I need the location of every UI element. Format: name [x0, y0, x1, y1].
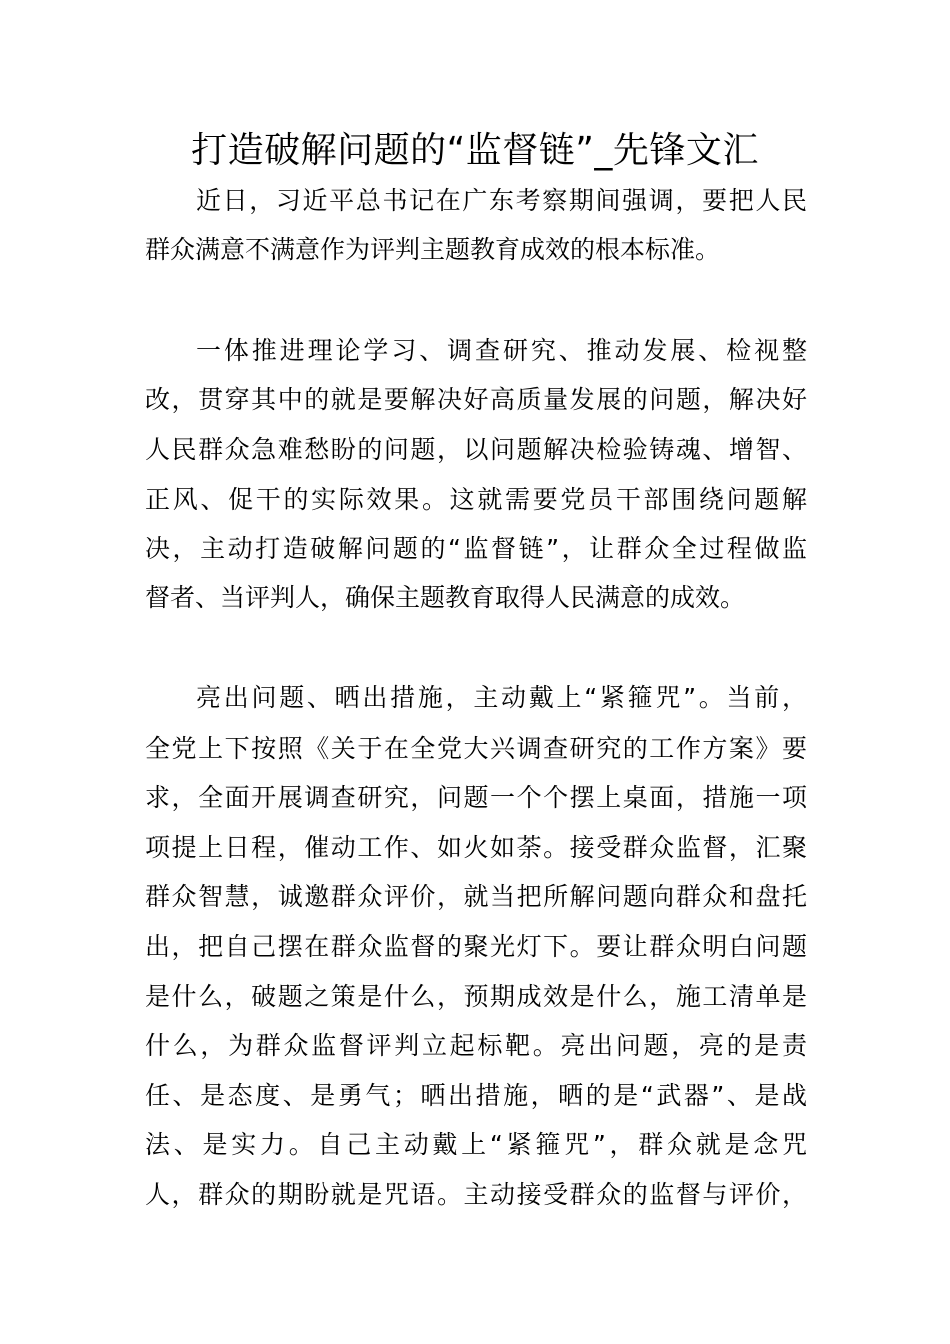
- paragraph-2-line-6: 督者、当评判人，确保主题教育取得人民满意的成效。: [145, 583, 746, 612]
- paragraph-3-line-3: 求，全面开展调查研究，问题一个个摆上桌面，措施一项: [145, 783, 807, 812]
- paragraph-3-line-2: 全党上下按照《关于在全党大兴调查研究的工作方案》要: [145, 734, 807, 763]
- paragraph-2-line-3: 人民群众急难愁盼的问题，以问题解决检验铸魂、增智、: [145, 435, 807, 464]
- paragraph-3-line-6: 出，把自己摆在群众监督的聚光灯下。要让群众明白问题: [145, 932, 807, 961]
- paragraph-3-line-8: 什么，为群众监督评判立起标靶。亮出问题，亮的是责: [145, 1031, 807, 1060]
- paragraph-2-line-2: 改，贯穿其中的就是要解决好高质量发展的问题，解决好: [145, 385, 807, 414]
- paragraph-2-line-5: 决，主动打造破解问题的“监督链”，让群众全过程做监: [145, 534, 807, 563]
- document-title: 打造破解问题的“监督链”_先锋文汇: [191, 130, 759, 171]
- paragraph-3-line-7: 是什么，破题之策是什么，预期成效是什么，施工清单是: [145, 982, 807, 1011]
- paragraph-3-line-10: 法、是实力。自己主动戴上“紧箍咒”，群众就是念咒: [145, 1130, 807, 1159]
- paragraph-1-line-2: 群众满意不满意作为评判主题教育成效的根本标准。: [145, 235, 721, 264]
- paragraph-3-line-4: 项提上日程，催动工作、如火如荼。接受群众监督，汇聚: [145, 833, 807, 862]
- paragraph-2-line-1: 一体推进理论学习、调查研究、推动发展、检视整: [196, 336, 807, 365]
- paragraph-3-line-11: 人，群众的期盼就是咒语。主动接受群众的监督与评价，: [145, 1180, 807, 1209]
- paragraph-3-line-9: 任、是态度、是勇气；晒出措施，晒的是“武器”、是战: [145, 1081, 807, 1110]
- paragraph-1-line-1: 近日，习近平总书记在广东考察期间强调，要把人民: [196, 186, 807, 215]
- paragraph-3-line-1: 亮出问题、晒出措施，主动戴上“紧箍咒”。当前，: [196, 683, 807, 712]
- paragraph-3-line-5: 群众智慧，诚邀群众评价，就当把所解问题向群众和盘托: [145, 882, 807, 911]
- paragraph-2-line-4: 正风、促干的实际效果。这就需要党员干部围绕问题解: [145, 485, 807, 514]
